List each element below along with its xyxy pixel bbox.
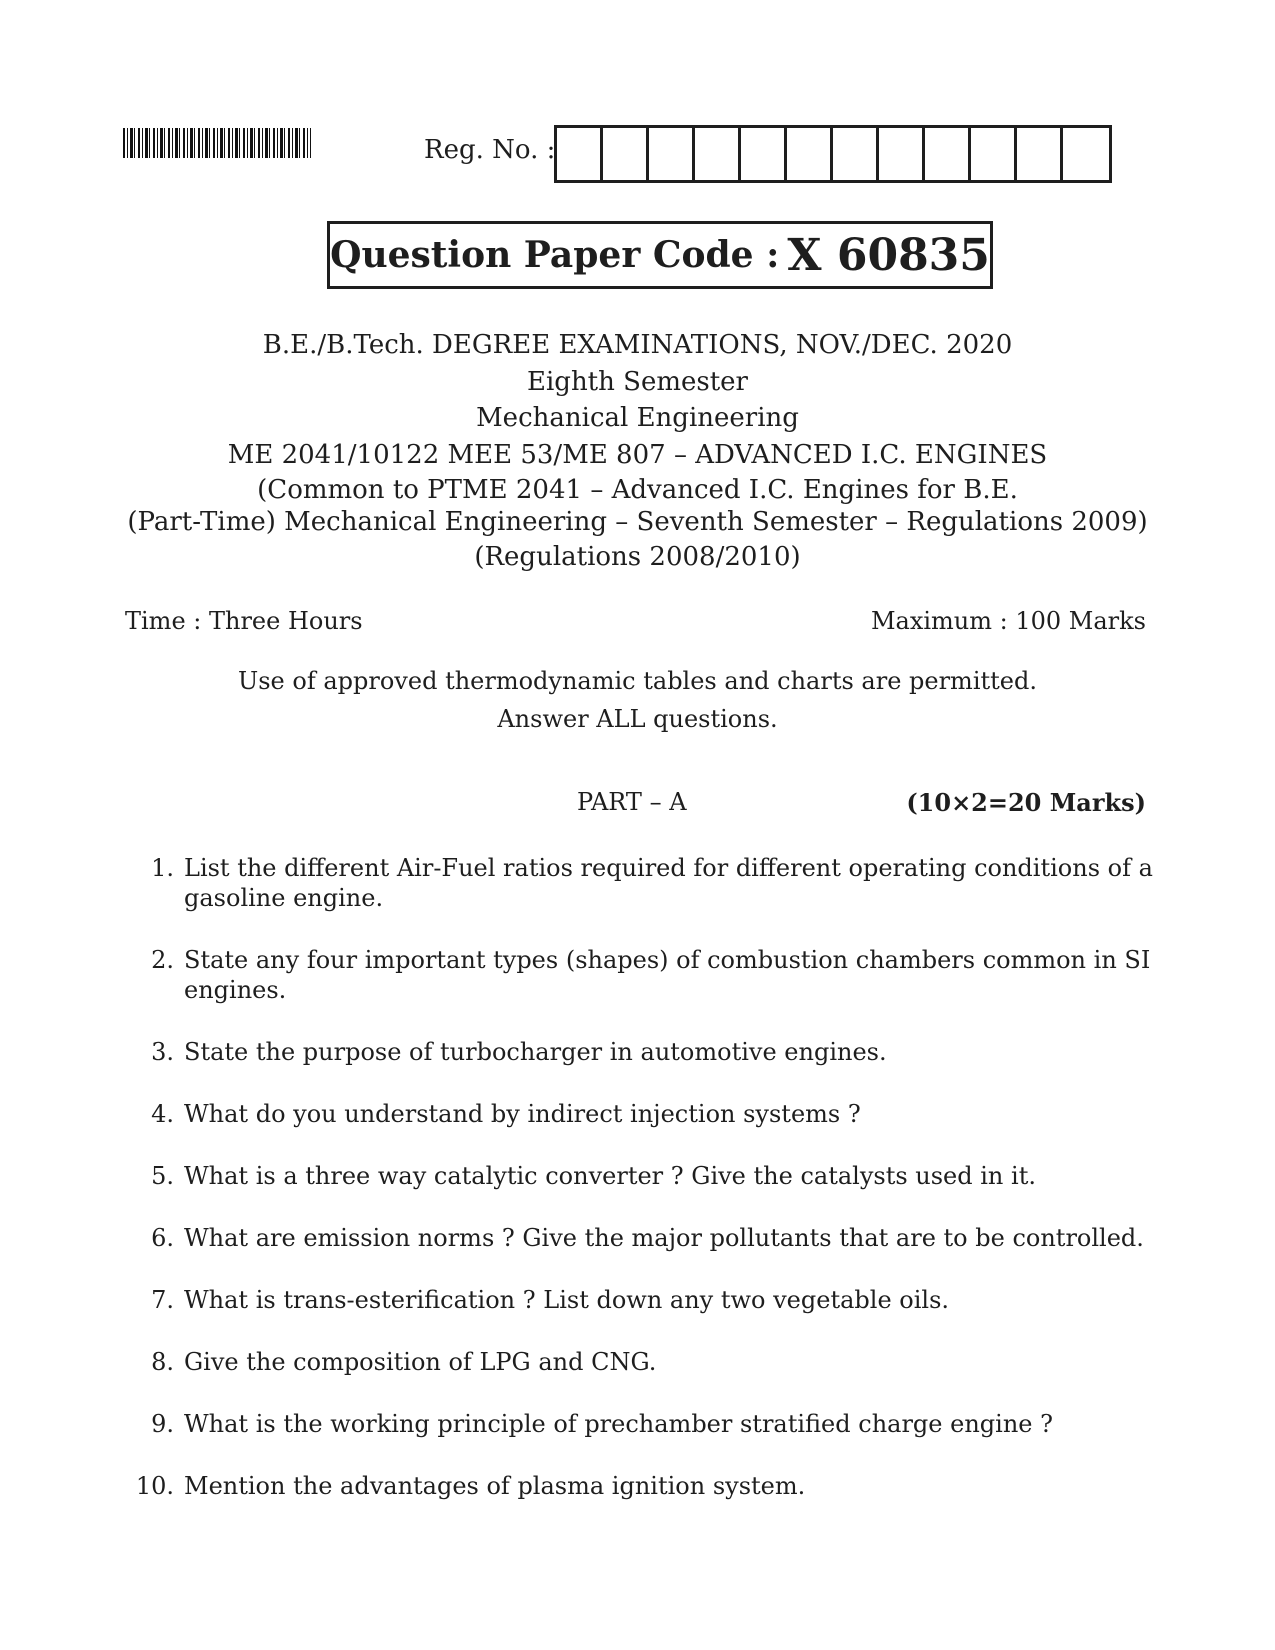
question-item [120,1409,1160,1439]
question-paper-code-value: X 60835 [787,229,990,281]
question-item [120,1223,1160,1253]
common-to-line-2: (Part-Time) Mechanical Engineering – Seventh Semester – Regulations 2009) [127,506,1148,537]
department: Mechanical Engineering [476,403,799,433]
question-text: What is a three way catalytic converter ? Give the catalysts used in it. [184,1162,1036,1190]
exam-title: B.E./B.Tech. DEGREE EXAMINATIONS, NOV./DEC. 2020 [262,330,1013,360]
reg-no-box [879,128,925,180]
question-text: State any four important types (shapes) of combustion chambers common in SI engines. [184,946,1151,1004]
common-to-line-1: (Common to PTME 2041 – Advanced I.C. Engines for B.E. [257,475,1018,505]
reg-no-box [971,128,1017,180]
question-number: 7. [151,1286,174,1314]
reg-no-boxes [554,125,1112,183]
part-a-marks: (10×2=20 Marks) [906,788,1146,817]
reg-no-box [695,128,741,180]
question-paper-code [327,221,993,289]
question-text: List the different Air-Fuel ratios required for different operating conditions of a gasoline engine. [184,854,1153,912]
question-number: 9. [151,1410,174,1438]
question-item [120,1099,1160,1129]
question-number: 2. [151,946,174,974]
reg-no-box [603,128,649,180]
reg-no-label: Reg. No. : [424,135,556,165]
question-item [120,1285,1160,1315]
question-number: 8. [151,1348,174,1376]
semester: Eighth Semester [527,366,748,397]
course-title: ME 2041/10122 MEE 53/ME 807 – ADVANCED I.C. ENGINES [227,439,1048,470]
instruction-answer-all: Answer ALL questions. [497,705,778,733]
question-number: 4. [151,1100,174,1128]
reg-no-box [557,128,603,180]
regulations: (Regulations 2008/2010) [474,542,801,572]
question-list [120,853,1160,1533]
barcode [123,128,311,158]
question-item [120,1037,1160,1067]
time-duration: Time : Three Hours [125,607,363,635]
question-item [120,1347,1160,1377]
question-text: Give the composition of LPG and CNG. [184,1348,657,1376]
question-item [120,945,1160,1005]
part-a-title: PART – A [577,788,687,816]
maximum-marks: Maximum : 100 Marks [870,607,1146,635]
instruction-tables: Use of approved thermodynamic tables and charts are permitted. [238,667,1037,695]
reg-no-box [925,128,971,180]
question-text: State the purpose of turbocharger in automotive engines. [184,1038,887,1066]
question-text: Mention the advantages of plasma ignition system. [184,1472,806,1500]
question-item [120,853,1160,913]
question-text: What do you understand by indirect injection systems ? [184,1100,861,1128]
question-item [120,1161,1160,1191]
reg-no-box [649,128,695,180]
question-number: 5. [151,1162,174,1190]
question-number: 6. [151,1224,174,1252]
question-text: What is the working principle of prechamber stratified charge engine ? [184,1410,1053,1438]
reg-no-box [1017,128,1063,180]
question-number: 10. [135,1472,174,1500]
reg-no-box [1063,128,1109,180]
question-number: 3. [151,1038,174,1066]
question-item [120,1471,1160,1501]
question-text: What are emission norms ? Give the major pollutants that are to be controlled. [184,1224,1144,1252]
reg-no-box [787,128,833,180]
question-number: 1. [151,854,174,882]
question-text: What is trans-esterification ? List down any two vegetable oils. [184,1286,950,1314]
exam-header [0,327,1275,576]
reg-no-box [741,128,787,180]
reg-no-box [833,128,879,180]
question-paper-code-label: Question Paper Code : [330,234,780,276]
